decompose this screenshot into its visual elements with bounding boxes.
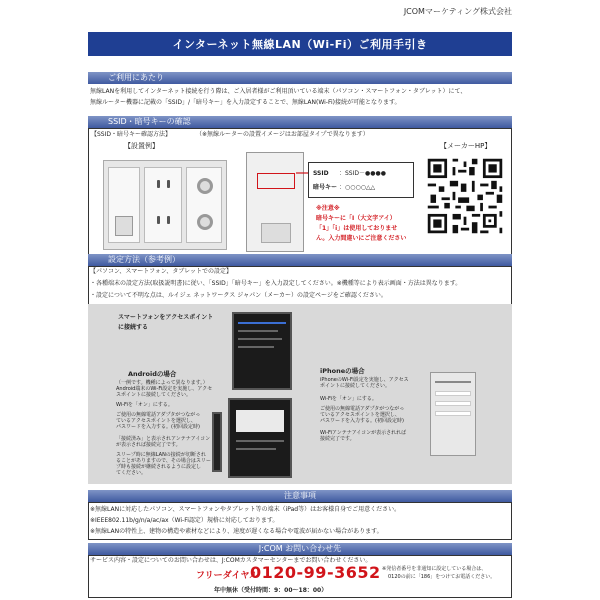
key-note-line-1: 暗号キーに「I（大文字アイ）: [316, 215, 396, 222]
iphone-step-3a: Wi-Fiアンテナアイコンが表示されれば: [320, 430, 407, 436]
caution-item-3: ※無線LANの特性上、建物の構造や素材などにより、速度が遅くなる場合や電波が届かない場合があります。: [90, 528, 383, 535]
router-illustration: [246, 152, 304, 252]
wall-outlet-illustration: [103, 160, 227, 250]
ssid-heading: SSID・暗号キーの確認: [88, 116, 512, 128]
iphone-desc-1: iPhoneのWi-Fi設定を実施し、アクセス: [320, 377, 409, 383]
key-label: 暗号キー: [313, 184, 338, 191]
iphone-desc-2: ポイントに接続してください。: [320, 383, 391, 389]
iphone-screen: [430, 372, 476, 456]
contact-line-1: サービス内容・設定についてのお問い合わせは、J:COMカスタマーセンターまでお問い合わせください。: [90, 557, 372, 564]
android-extra-1: スリープ時に無線LANの接続が切断され: [116, 452, 206, 458]
intro-heading: ご利用にあたり: [88, 72, 512, 84]
android-step-3b: が表示されば接続完了です。: [116, 442, 181, 448]
caution-item-1: ※無線LANに対応したパソコン、スマートフォンやタブレット等の端末（iPad等）はお客様自身でご用意ください。: [90, 506, 401, 513]
maker-hp-label: 【メーカーHP】: [440, 142, 492, 150]
iphone-step-2c: パスワードを入力する。(初回設定時): [320, 418, 404, 424]
router-unit-icon: [115, 216, 133, 236]
iphone-step-1: Wi-Fiを「オン」にする。: [320, 396, 377, 402]
android-extra-3: プ時も接続が継続されるように設定し: [116, 464, 202, 470]
android-screen-top: [232, 312, 292, 390]
key-note-line-2: 「1」「i」は使用しておりませ: [316, 225, 398, 232]
iphone-step-2b: ているアクセスポイントを選択し、: [320, 412, 400, 418]
android-side-tab: [212, 412, 222, 472]
android-step-3a: 「接続済み」と表示されアンテナアイコン: [116, 436, 211, 442]
android-step-2c: パスワードを入力する。(初回設定時): [116, 424, 200, 430]
android-desc-3: スポイントに接続してください。: [116, 392, 192, 398]
ssid-key-box: [308, 162, 414, 198]
caution-heading: 注意事項: [88, 490, 512, 502]
coax-outlet-plate: [186, 167, 222, 243]
android-label: Androidの場合: [128, 370, 177, 378]
contact-heading: J:COM お問い合わせ先: [88, 543, 512, 555]
android-step-1: Wi-Fiを「オン」にする。: [116, 402, 173, 408]
key-value: ：○○○○△△: [339, 184, 376, 191]
iphone-step-2a: ご使用の無線電話アダプタがつながっ: [320, 406, 405, 412]
smartphone-title-2: に接続する: [118, 324, 149, 331]
android-screen-bottom: [228, 398, 292, 478]
intro-line-2: 無線ルーター機器に記載の「SSID」/「暗号キー」を入力設定することで、無線LAN(Wi-Fi)接続が可能となります。: [90, 99, 401, 106]
router-plate: [108, 167, 140, 243]
iphone-label: iPhoneの場合: [320, 367, 365, 375]
phone-number[interactable]: 0120-99-3652: [250, 563, 381, 582]
power-outlet-plate: [144, 167, 182, 243]
smartphone-title-1: スマートフォンをアクセスポイント: [118, 314, 214, 321]
contact-note-1: ※発信者番号を非通知に設定している場合は、: [382, 566, 487, 572]
freedial-label: フリーダイヤル: [196, 571, 259, 581]
example-label: 【設置例】: [124, 142, 159, 150]
page-title: インターネット無線LAN（Wi-Fi）ご利用手引き: [88, 32, 512, 56]
ssid-method-label: 【SSID・暗号キー確認方法】: [91, 131, 172, 138]
android-desc-1: （一例です。機種によって異なります。）: [116, 380, 208, 386]
contact-hours: 年中無休（受付時間：9：00～18：00）: [214, 587, 328, 594]
android-step-2b: ているアクセスポイントを選択し、: [116, 418, 196, 424]
ssid-value: ：SSID－●●●●: [339, 170, 386, 177]
setup-heading: 設定方法（参考例）: [88, 254, 512, 266]
iphone-step-3b: 接続完了です。: [320, 436, 355, 442]
caution-item-2: ※IEEE802.11b/g/n/a/ac/ax（Wi-Fi認定）規格に対応しております。: [90, 517, 279, 524]
ssid-method-note: （※無線ルーターの設置イメージはお部屋タイプで異なります）: [196, 131, 369, 138]
key-note-line-3: ん。入力間違いにご注意ください: [316, 235, 407, 242]
qr-code-icon[interactable]: [425, 156, 505, 236]
ssid-sticker-highlight: [257, 173, 295, 189]
setup-bullet-1: ・各種端末の設定方法(取扱説明書)に従い、「SSID」「暗号キー」を入力設定してください。※機種等により表示画面・方法は異なります。: [90, 280, 462, 287]
android-desc-2: Android端末のWi-Fi設定を実施し、アクセ: [116, 386, 213, 392]
setup-sub-label: 【パソコン、スマートフォン、タブレットでの設定】: [90, 268, 233, 275]
android-extra-2: ることがありますので、その場合はスリー: [116, 458, 211, 464]
android-step-2a: ご使用の無線電話アダプタがつながっ: [116, 412, 201, 418]
key-note-title: ※注意※: [316, 205, 340, 212]
intro-line-1: 無線LANを利用してインターネット接続を行う際は、ご入居者様がご利用頂いている端末（パソコン・スマートフォン・タブレット）にて、: [90, 88, 467, 95]
android-extra-4: てください。: [116, 470, 147, 476]
ssid-label: SSID: [313, 170, 329, 177]
contact-note-2: 0120の前に「186」をつけてお電話ください。: [388, 574, 496, 580]
company-name: JCOMマーケティング株式会社: [403, 7, 512, 16]
setup-bullet-2: ・設定について不明な点は、ルイジェ ネットワークス ジャパン（メーカー）の設定ページをご確認ください。: [90, 292, 387, 299]
